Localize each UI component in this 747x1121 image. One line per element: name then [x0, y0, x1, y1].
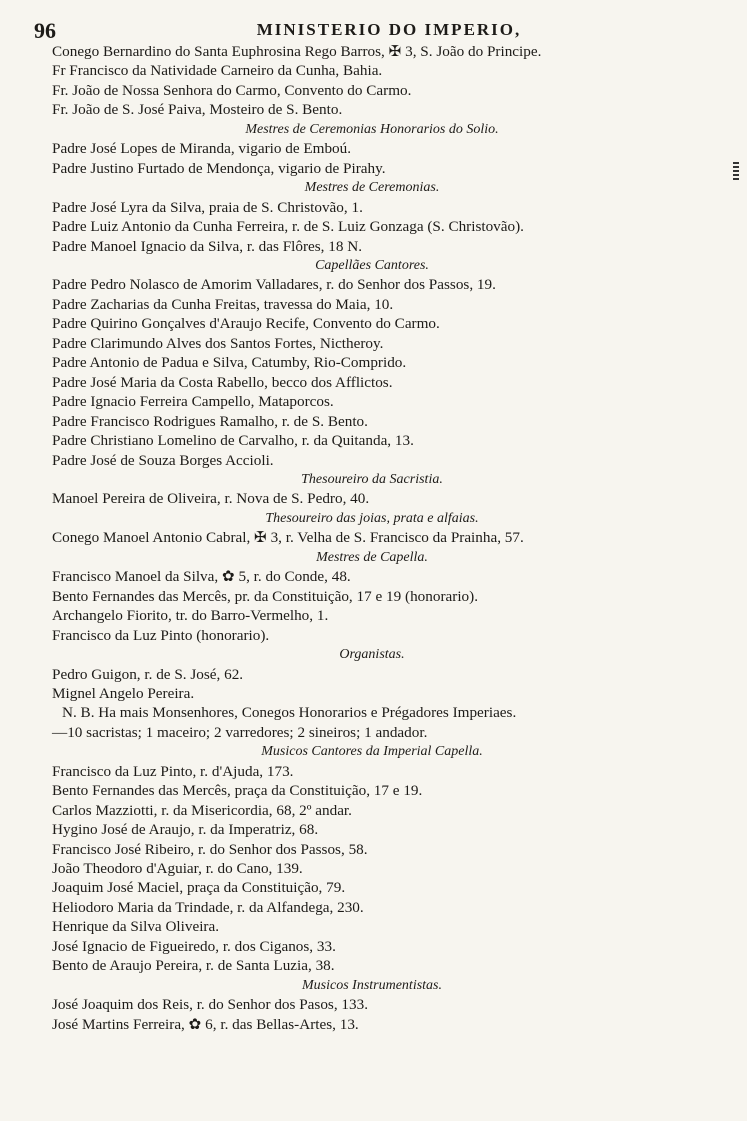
margin-mark	[733, 160, 739, 180]
entry-line: Bento de Araujo Pereira, r. de Santa Luzia, 38.	[52, 957, 335, 975]
entry-line: Padre Francisco Rodrigues Ramalho, r. de S. Bento.	[52, 412, 368, 430]
entry-line: Padre Antonio de Padua e Silva, Catumby, Rio-Comprido.	[52, 354, 407, 372]
entry-line: Padre José de Souza Borges Accioli.	[52, 451, 274, 469]
note-line: N. B. Ha mais Monsenhores, Conegos Honorarios e Prégadores Imperiaes.	[62, 704, 517, 722]
section-heading: Capellães Cantores.	[315, 257, 429, 273]
entry-line: Carlos Mazziotti, r. da Misericordia, 68, 2º andar.	[52, 801, 352, 819]
entry-line: Padre Zacharias da Cunha Freitas, travessa do Maia, 10.	[52, 295, 394, 313]
entry-line: Padre Pedro Nolasco de Amorim Valladares, r. do Senhor dos Passos, 19.	[52, 276, 496, 294]
entry-line: Pedro Guigon, r. de S. José, 62.	[52, 665, 244, 683]
entry-line: João Theodoro d'Aguiar, r. do Cano, 139.	[52, 860, 303, 878]
section-heading: Thesoureiro da Sacristia.	[301, 471, 443, 487]
entry-line: Henrique da Silva Oliveira.	[52, 918, 220, 936]
entry-line: Archangelo Fiorito, tr. do Barro-Vermelho, 1.	[52, 607, 329, 625]
entry-line: Francisco Manoel da Silva, ✿ 5, r. do Conde, 48.	[52, 568, 351, 586]
section-heading: Thesoureiro das joias, prata e alfaias.	[265, 510, 479, 526]
section-heading: Mestres de Ceremonias Honorarios do Solio.	[245, 121, 499, 137]
section-heading: Musicos Instrumentistas.	[302, 977, 442, 993]
entry-line: Padre Quirino Gonçalves d'Araujo Recife, Convento do Carmo.	[52, 315, 440, 333]
entry-line: Joaquim José Maciel, praça da Constituição, 79.	[52, 879, 346, 897]
entry-line: Padre Ignacio Ferreira Campello, Mataporcos.	[52, 393, 334, 411]
document-body	[52, 42, 692, 1034]
entry-line: Fr. João de Nossa Senhora do Carmo, Convento do Carmo.	[52, 81, 412, 99]
entry-line: Conego Bernardino do Santa Euphrosina Rego Barros, ✠ 3, S. João do Principe.	[52, 43, 542, 60]
page-number: 96	[34, 18, 56, 43]
entry-line: Manoel Pereira de Oliveira, r. Nova de S. Pedro, 40.	[52, 490, 370, 508]
entry-line: Padre José Lopes de Miranda, vigario de Emboú.	[52, 140, 352, 158]
entry-line: Padre Christiano Lomelino de Carvalho, r. da Quitanda, 13.	[52, 432, 414, 450]
entry-line: Francisco da Luz Pinto, r. d'Ajuda, 173.	[52, 762, 294, 780]
section-heading: Mestres de Capella.	[316, 549, 428, 565]
entry-line: Fr. João de S. José Paiva, Mosteiro de S. Bento.	[52, 101, 343, 119]
entry-line: Padre Justino Furtado de Mendonça, vigario de Pirahy.	[52, 159, 386, 177]
entry-line: Padre José Lyra da Silva, praia de S. Christovão, 1.	[52, 198, 363, 216]
entry-line: José Joaquim dos Reis, r. do Senhor dos Pasos, 133.	[52, 996, 368, 1014]
entry-line: Padre Clarimundo Alves dos Santos Fortes, Nictheroy.	[52, 334, 384, 352]
entry-line: Padre Luiz Antonio da Cunha Ferreira, r. de S. Luiz Gonzaga (S. Christovão).	[52, 218, 524, 236]
entry-line: Mignel Angelo Pereira.	[52, 684, 195, 702]
entry-line: José Martins Ferreira, ✿ 6, r. das Bellas-Artes, 13.	[52, 1015, 359, 1033]
page-header	[34, 18, 684, 42]
running-title: MINISTERIO DO IMPERIO,	[256, 20, 522, 39]
section-heading: Mestres de Ceremonias.	[304, 180, 440, 196]
entry-line: Bento Fernandes das Mercês, pr. da Constituição, 17 e 19 (honorario).	[52, 587, 478, 605]
section-heading: Musicos Cantores da Imperial Capella.	[261, 744, 483, 760]
entry-line: Bento Fernandes das Mercês, praça da Constituição, 17 e 19.	[52, 782, 423, 800]
entry-line: José Ignacio de Figueiredo, r. dos Ciganos, 33.	[52, 937, 336, 955]
entry-line: Padre Manoel Ignacio da Silva, r. das Flôres, 18 N.	[52, 237, 363, 255]
entry-line: Conego Manoel Antonio Cabral, ✠ 3, r. Velha de S. Francisco da Prainha, 57.	[52, 529, 524, 547]
entry-line: Padre José Maria da Costa Rabello, becco dos Afflictos.	[52, 373, 393, 391]
entry-line: Hygino José de Araujo, r. da Imperatriz, 68.	[52, 821, 319, 839]
entry-line: Fr Francisco da Natividade Carneiro da Cunha, Bahia.	[52, 62, 383, 80]
entry-line: —10 sacristas; 1 maceiro; 2 varredores; 2 sineiros; 1 andador.	[52, 723, 428, 741]
entry-line: Heliodoro Maria da Trindade, r. da Alfandega, 230.	[52, 898, 364, 916]
entry-line: Francisco José Ribeiro, r. do Senhor dos Passos, 58.	[52, 840, 368, 858]
section-heading: Organistas.	[339, 647, 405, 663]
entry-line: Francisco da Luz Pinto (honorario).	[52, 626, 270, 644]
